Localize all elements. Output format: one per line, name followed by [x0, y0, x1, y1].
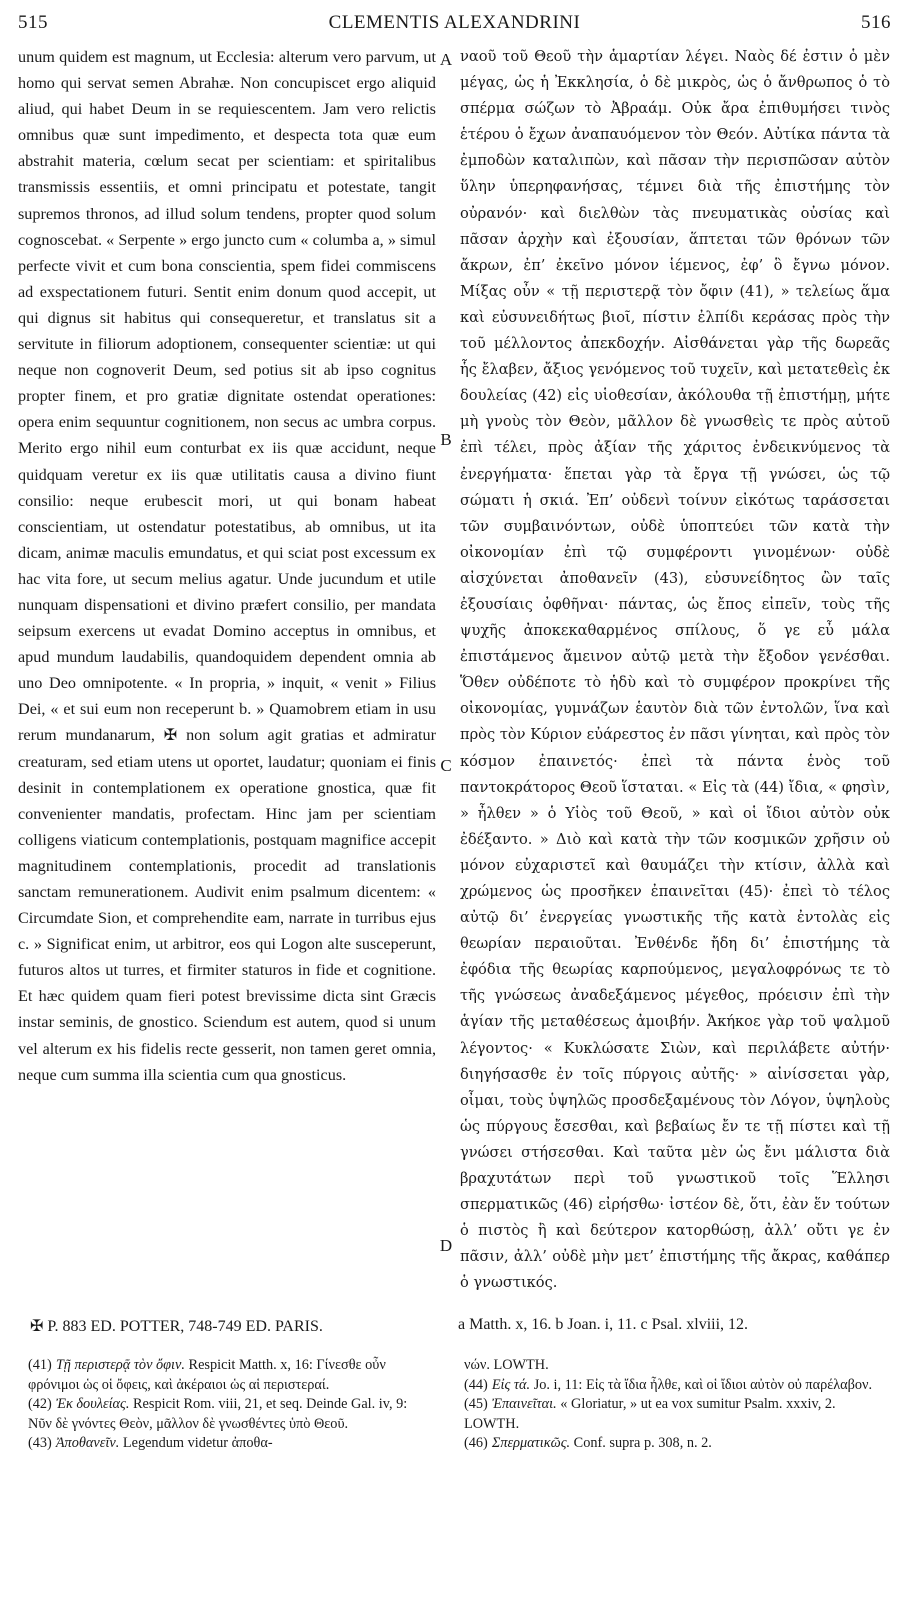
footnote-44: (44) Εἰς τά. Jo. i, 11: Εἰς τὰ ἴδια ἦλθε, καὶ οἱ ἴδιοι αὐτὸν οὐ παρέλαβον. [464, 1376, 873, 1393]
greek-column [460, 44, 890, 1297]
page-number-right: 516 [861, 12, 891, 33]
footnotes-left [28, 1356, 433, 1454]
margin-letter-b: B [440, 430, 452, 449]
margin-letter-a: A [439, 50, 453, 69]
footnote-46: (46) Σπερματικῶς. Conf. supra p. 308, n. 2. [464, 1435, 712, 1451]
margin-letter-c: C [440, 756, 452, 775]
footnote-43: (43) Ἀποθανεῖν. Legendum videtur ἀποθα- [28, 1435, 273, 1451]
footnotes-right [464, 1356, 889, 1454]
footnote-43-continued: νών. LOWTH. [464, 1357, 549, 1373]
scripture-references: a Matth. x, 16. b Joan. i, 11. c Psal. xlviii, 12. [458, 1316, 749, 1333]
greek-text: ναοῦ τοῦ Θεοῦ τὴν ἁμαρτίαν λέγει. Ναὸς δέ ἐστιν ὁ μὲν μέγας, ὡς ἡ Ἐκκλησία, ὁ δὲ μικρὸς, ὡς ὁ ἄνθρωπος ὁ τὸ σπέρμα σώζων τὸ Ἀβραάμ. Οὐκ ἄρα ἐπιθυμήσει τινὸς ἑτέρου ὁ ἔχων ἀναπαυόμενον τὸν Θεόν. Αὐτίκα πάντα τὰ ἐμποδὼν καταλιπὼν, καὶ πᾶσαν τὴν περισπῶσαν αὐτὸν ὕλην ὑπερηφανήσας, τέμνει διὰ τῆς ἐπιστήμης τὸν οὐρανόν· καὶ διελθὼν τὰς πνευματικὰς οὐσίας καὶ πᾶσαν ἀρχὴν καὶ ἐξουσίαν, ἅπτεται τῶν θρόνων τῶν ἄκρων, ἐπ’ ἐκεῖνο μόνον ἱέμενος, ἐφ’ ὃ ἔγνω μόνον. Μίξας οὖν « τῇ περιστερᾷ τὸν ὄφιν (41), » τελείως ἅμα καὶ εὐσυνειδήτως βιοῖ, πίστιν ἐλπίδι κεράσας πρὸς τὴν τοῦ μέλλοντος ἀπεκδοχήν. Αἰσθάνεται γὰρ τῆς δωρεᾶς ἧς ἔλαβεν, ἄξιος γενόμενος τοῦ τυχεῖν, καὶ μετατεθεὶς ἐκ δουλείας (42) εἰς υἱοθεσίαν, ἀκόλουθα τῇ ἐπιστήμῃ, μήτε μὴ γνοὺς τὸν Θεὸν, μᾶλλον δὲ γνωσθεὶς τε πρὸς αὐτοῦ ἐπὶ τέλει, πρὸς ἀξίαν τῆς χάριτος ἐνδεικνύμενος τὰ ἐνεργήματα· ἕπεται γὰρ τὰ ἔργα τῇ γνώσει, ὡς τῷ σώματι ἡ σκιά. Ἐπ’ οὐδενὶ τοίνυν εἰκότως ταράσσεται τῶν συμβαινόντων, οὐδὲ ὑποπτεύει τῶν κατὰ τὴν οἰκονομίαν ἐπὶ τῷ συμφέροντι γινομένων· οὐδὲ αἰσχύνεται ἀποθανεῖν (43), εὐσυνείδητος ὢν ταῖς ἐξουσίαις ὀφθῆναι· πάντας, ὡς ἔπος εἰπεῖν, τοὺς τῆς ψυχῆς ἀποκεκαθαρμένος σπίλους, ὅ γε εὖ μάλα ἐπιστάμενος ἄμεινον αὐτῷ μετὰ τὴν ἔξοδον γενέσθαι. Ὅθεν οὐδέποτε τὸ ἡδὺ καὶ τὸ συμφέρον προκρίνει τῆς οἰκονομίας, γυμνάζων ἑαυτὸν διὰ τῶν ἐντολῶν, ἵνα καὶ πρὸς τὸν Κύριον εὐάρεστος ἐν πᾶσι γίνηται, καὶ πρὸς τὸν κόσμον ἐπαινετός· ἐπεὶ τὰ πάντα ἑνὸς τοῦ παντοκράτορος Θεοῦ ἵσταται. « Εἰς τὰ (44) ἴδια, « φησὶν, » ἦλθεν » ὁ Υἱὸς τοῦ Θεοῦ, » καὶ οἱ ἴδιοι αὐτὸν οὐκ ἐδέξαντο. » Διὸ καὶ κατὰ τὴν τῶν κοσμικῶν χρῆσιν οὐ μόνον εὐχαριστεῖ καὶ θαυμάζει τὴν κτίσιν, ἀλλὰ καὶ χρώμενος ὡς προσῆκεν ἐπαινεῖται (45)· ἐπεὶ τὸ τέλος αὐτῷ δι’ ἐνεργείας γνωστικῆς τῆς κατὰ ἐντολὰς εἰς θεωρίαν περαιοῦται. Ἐνθένδε ἤδη δι’ ἐπιστήμης τὰ ἐφόδια τῆς θεωρίας καρπούμενος, μεγαλοφρόνως τε τὸ τῆς γνώσεως ἀναδεξάμενος μέγεθος, πρόεισιν ἐπὶ τὴν ἁγίαν τῆς μεταθέσεως ἀμοιβήν. Ἀκήκοε γὰρ τοῦ ψαλμοῦ λέγοντος· « Κυκλώσατε Σιὼν, καὶ περιλάβετε αὐτήν· διηγήσασθε ἐν τοῖς πύργοις αὐτῆς· » αἰνίσσεται γὰρ, οἶμαι, τοὺς ὑψηλῶς προσδεξαμένους τὸν Λόγον, ὑψηλοὺς ὡς πύργους ἔσεσθαι, καὶ βεβαίως ἔν τε τῇ πίστει καὶ τῇ γνώσει στήσεσθαι. Καὶ ταῦτα μὲν ὡς ἔνι μάλιστα διὰ βραχυτάτων περὶ τοῦ γνωστικοῦ τοῖς Ἕλλησι σπερματικῶς (46) εἰρήσθω· ἰστέον δὲ, ὅτι, ἐὰν ἕν τούτων ὁ πιστὸς ἢ καὶ δεύτερον κατορθώσῃ, ἀλλ’ οὔτι γε ἐν πᾶσιν, ἀλλ’ οὐδὲ μὴν μετ’ ἐπιστήμης τῆς ἄκρας, καθάπερ ὁ γνωστικός. [460, 48, 890, 1292]
edition-reference: ✠ P. 883 ED. POTTER, 748-749 ED. PARIS. [30, 1318, 323, 1335]
page-number-left: 515 [18, 12, 48, 33]
latin-text: unum quidem est magnum, ut Ecclesia: alterum vero parvum, ut homo qui servat semen Abrahæ. Non concupiscet ergo aliquid aliud, qui habet Deum in se requiescentem. Jam vero relictis omnibus quæ sunt impedimento, et despecta tota quæ eum abstrahit materia, cœlum secat per scientiam: et spiritalibus transmissis essentiis, et omni principatu et potestate, tangit supremos thronos, ad illud solum tendens, propter quod solum cognoscebat. « Serpente » ergo juncto cum « columba a, » simul perfecte vivit et cum bona conscientia, spem fidei commiscens ad exspectationem futuri. Sentit enim donum quod accepit, ut qui dignus sit habitus qui consequeretur, et translatus sit a servitute in filiorum adoptionem, consequenter scientiæ: ut qui neque non cognoverit Deum, sed potius sit ab ipso cognitus propter finem, et pro gratiæ dignitate ostendat operationes: opera enim sequuntur cognitionem, non secus ac umbra corpus. Merito ergo nihil eum conturbat ex iis quæ accidunt, neque quidquam veretur ex iis quæ utilitatis causa a divino fiunt consilio: neque erubescit mori, ut qui bonam habeat conscientiam, ut ostendatur potestatibus, ab omnibus, ut ita dicam, animæ maculis emundatus, et qui sciat post excessum ex hac vita fore, ut secum melius agatur. Unde jucundum et utile nunquam dispensationi et divino præfert consilio, per mandata seipsum exercens ut evadat Domino acceptus in omnibus, et apud mundum laudabilis, quandoquidem dependent omnia ab uno Deo omnipotente. « In propria, » inquit, « venit » Filius Dei, « et sui eum non receperunt b. » Quamobrem etiam in usu rerum mundanarum, ✠ non solum agit gratias et admiratur creaturam, sed etiam utens ut oportet, laudatur; quoniam ei finis desinit in contemplationem ex operatione gnostica, quæ fit convenienter mandatis, profectam. Hinc jam per scientiam colligens viaticum contemplationis, postquam magnifice accepit magnitudinem contemplationis, procedit ad translationis sanctam remunerationem. Audivit enim psalmum dicentem: « Circumdate Sion, et comprehendite eam, narrate in turribus ejus c. » Significat enim, ut arbitror, eos qui Logon alte susceperunt, futuros altos ut turres, et firmiter staturos in fide et cognitione. Et hæc quidem quam fieri potest brevissime dicta sint Græcis instar seminis, de gnostico. Sciendum est autem, quod si unum vel alterum ex his fidelis recte gesserit, non tamen geret omnia, neque cum summa illa scientia cum qua gnosticus. [18, 48, 436, 1084]
margin-letter-d: D [439, 1236, 453, 1255]
running-title: CLEMENTIS ALEXANDRINI [328, 12, 581, 33]
latin-column [18, 44, 436, 1088]
footnote-41: (41) Τῇ περιστερᾷ τὸν ὄφιν. Respicit Matth. x, 16: Γίνεσθε οὖν φρόνιμοι ὡς οἱ ὄφεις, καὶ ἀκέραιοι ὡς αἱ περιστεραί. [28, 1357, 386, 1393]
page-header [18, 8, 891, 34]
footnote-45: (45) Ἐπαινεῖται. « Gloriatur, » ut ea vox sumitur Psalm. xxxiv, 2. LOWTH. [464, 1396, 836, 1432]
footnote-42: (42) Ἐκ δουλείας. Respicit Rom. viii, 21, et seq. Deinde Gal. iv, 9: Νῦν δὲ γνόντες Θεὸν, μᾶλλον δὲ γνωσθέντες ὑπὸ Θεοῦ. [28, 1396, 408, 1432]
